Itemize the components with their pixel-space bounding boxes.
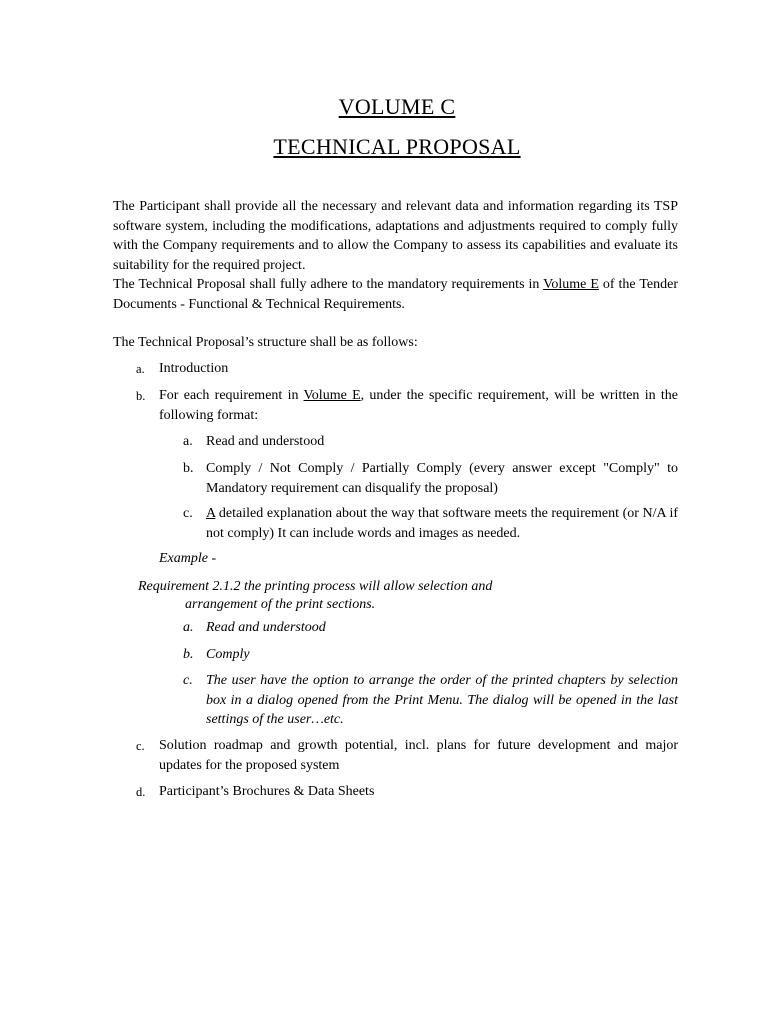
item-b-text-before: For each requirement in xyxy=(159,388,304,403)
list-marker: d. xyxy=(136,785,146,799)
document-title: TECHNICAL PROPOSAL xyxy=(273,134,521,159)
item-b-text-after: , under the specific requirement, will be written in the following format: xyxy=(159,388,678,423)
example-label: Example - xyxy=(159,551,217,566)
intro-paragraph-2 xyxy=(113,275,678,314)
list-marker: c. xyxy=(136,739,145,753)
volume-e-link-2[interactable]: Volume E xyxy=(303,388,361,403)
intro-paragraph-1: The Participant shall provide all the necessary and relevant data and information regarding its TSP software system, including the modifications, adaptations and adjustments required to comply fully with the Company requirements and to allow the Company to assess its capabilities and evaluate its suitability for the required project. xyxy=(113,199,678,273)
sub-list-marker: b. xyxy=(183,461,194,476)
example-list-marker: c. xyxy=(183,673,193,688)
sub-list-marker: a. xyxy=(183,434,193,449)
sub-item-text-rest: detailed explanation about the way that software meets the requirement (or N/A if not comply) It can include words and images as needed. xyxy=(206,506,678,541)
list-marker: a. xyxy=(136,362,145,376)
list-marker: b. xyxy=(136,389,146,403)
example-list-marker: a. xyxy=(183,620,194,635)
intro-p2-text-after: of the Tender Documents - Functional & Technical Requirements. xyxy=(113,277,678,312)
list-item-text: Participant’s Brochures & Data Sheets xyxy=(159,784,375,799)
intro-p2-text-before: The Technical Proposal shall fully adhere to the mandatory requirements in xyxy=(113,277,544,292)
sub-item-text-first: A xyxy=(206,506,216,521)
list-item-text: Solution roadmap and growth potential, incl. plans for future development and major updates for the proposed system xyxy=(159,738,678,773)
sub-item-text: Read and understood xyxy=(206,434,325,449)
structure-heading: The Technical Proposal’s structure shall be as follows: xyxy=(113,335,418,350)
volume-title: VOLUME C xyxy=(338,94,456,119)
example-list-marker: b. xyxy=(183,647,194,662)
example-item-text: Read and understood xyxy=(206,620,326,635)
sub-item-text: Comply / Not Comply / Partially Comply (every answer except "Comply" to Mandatory requirement can disqualify the proposal) xyxy=(206,461,678,496)
example-requirement-line-2: arrangement of the print sections. xyxy=(185,597,376,612)
sub-list-marker: c. xyxy=(183,506,193,521)
sub-item-text xyxy=(206,504,678,543)
example-item-text: The user have the option to arrange the order of the printed chapters by selection box in a dialog opened from the Print Menu. The dialog will be opened in the last settings of the user…etc. xyxy=(206,673,678,727)
example-requirement-line-1: Requirement 2.1.2 the printing process will allow selection and xyxy=(138,579,493,594)
volume-e-link[interactable]: Volume E xyxy=(543,277,599,292)
example-item-text: Comply xyxy=(206,647,250,662)
list-item-text: Introduction xyxy=(159,361,229,376)
list-item-text xyxy=(159,386,678,425)
